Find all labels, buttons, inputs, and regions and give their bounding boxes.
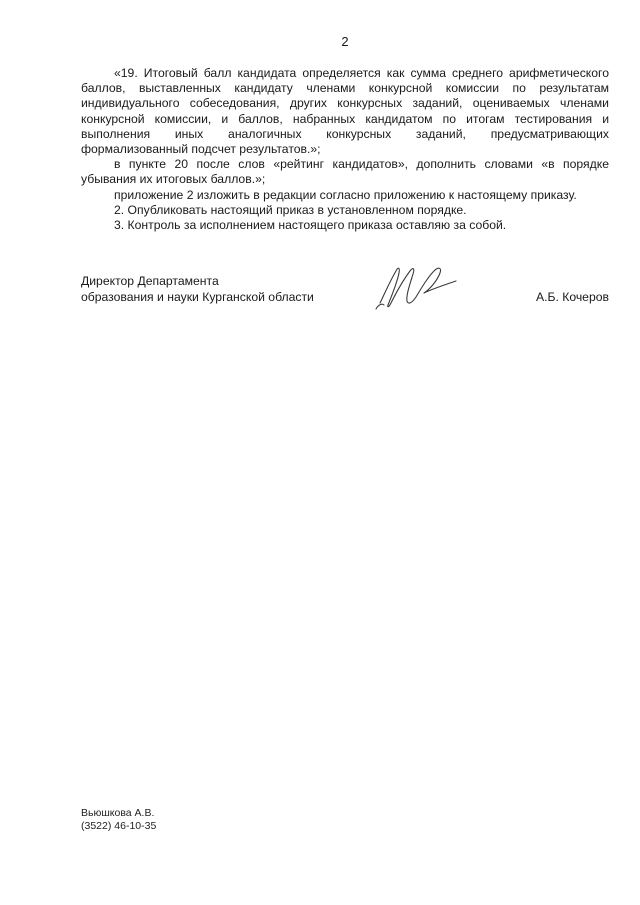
executor-name: Вьюшкова А.В. [81, 807, 155, 819]
handwritten-signature-icon [374, 259, 470, 311]
paragraph-publish: 2. Опубликовать настоящий приказ в установленном порядке. [114, 202, 467, 217]
executor-phone: (3522) 46-10-35 [81, 820, 157, 832]
signature-block [81, 273, 609, 323]
paragraph-20-amendment: в пункте 20 после слов «рейтинг кандидатов», дополнить словами «в порядке убывания их итоговых баллов.»; [81, 157, 609, 187]
signatory-name: А.Б. Кочеров [535, 290, 609, 304]
signatory-title [81, 273, 314, 305]
paragraph-control: 3. Контроль за исполнением настоящего приказа оставляю за собой. [114, 218, 507, 233]
signatory-title-line1: Директор Департамента [81, 274, 219, 288]
signatory-title-line2: образования и науки Курганской области [81, 290, 314, 304]
page-number: 2 [341, 34, 349, 49]
executor-info [81, 807, 156, 833]
paragraph-appendix-2: приложение 2 изложить в редакции согласно приложению к настоящему приказу. [114, 187, 577, 202]
document-body [81, 66, 609, 233]
paragraph-19: «19. Итоговый балл кандидата определяется как сумма среднего арифметического баллов, выставленных кандидату членами конкурсной комиссии по результатам индивидуального собеседования, других конкурсных заданий, оцениваемых членами конкурсной комиссии, и баллов, набранных кандидатом по итогам тестирования и выполнения иных аналогичных конкурсных заданий, предусматривающих формализованный подсчет результатов.»; [81, 66, 609, 157]
